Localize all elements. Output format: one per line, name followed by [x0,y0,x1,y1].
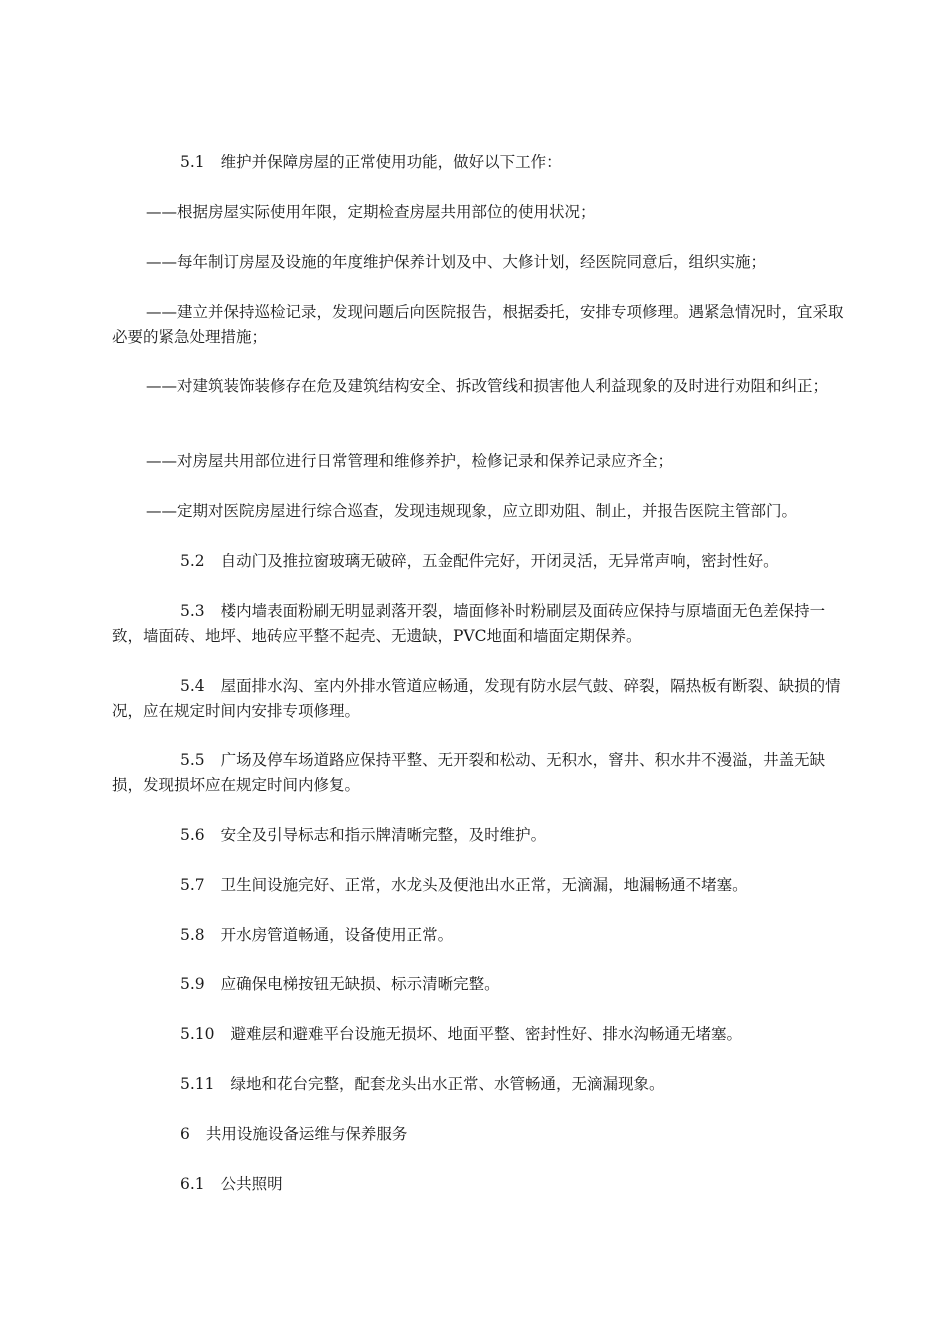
clause-5-5 [112,748,852,798]
clause-5-9 [112,972,852,997]
section-title: 共用设施设备运维与保养服务 [205,1125,408,1143]
clause-number: 5.9 [180,975,205,993]
list-item [112,250,852,275]
clause-text: 卫生间设施完好、正常，水龙头及便池出水正常，无滴漏，地漏畅通不堵塞。 [220,876,748,894]
clause-number: 5.10 [180,1025,215,1043]
clause-text: 自动门及推拉窗玻璃无破碎，五金配件完好，开闭灵活，无异常声响，密封性好。 [220,552,779,570]
clause-5-3 [112,599,852,649]
list-item [112,374,852,399]
list-item-text: ——定期对医院房屋进行综合巡查，发现违规现象，应立即劝阻、制止，并报告医院主管部门。 [146,502,798,520]
clause-number: 5.1 [180,153,205,171]
clause-number: 5.8 [180,926,205,944]
list-item-text: ——每年制订房屋及设施的年度维护保养计划及中、大修计划，经医院同意后，组织实施； [146,253,767,271]
clause-5-11 [112,1072,852,1097]
list-item-text: ——对建筑装饰装修存在危及建筑结构安全、拆改管线和损害他人利益现象的及时进行劝阻和纠正； [146,377,829,395]
clause-5-1 [112,150,852,175]
clause-6-1 [112,1172,852,1197]
clause-text: 屋面排水沟、室内外排水管道应畅通，发现有防水层气鼓、碎裂，隔热板有断裂、缺损的情况，应在规定时间内安排专项修理。 [112,677,841,720]
clause-5-10 [112,1022,852,1047]
clause-text: 公共照明 [220,1175,283,1193]
clause-text: 绿地和花台完整，配套龙头出水正常、水管畅通，无滴漏现象。 [230,1075,665,1093]
clause-text: 维护并保障房屋的正常使用功能，做好以下工作： [220,153,562,171]
clause-text: 避难层和避难平台设施无损坏、地面平整、密封性好、排水沟畅通无堵塞。 [230,1025,743,1043]
clause-5-7 [112,873,852,898]
clause-number: 5.4 [180,677,205,695]
clause-number: 5.3 [180,602,205,620]
clause-text: 楼内墙表面粉刷无明显剥落开裂，墙面修补时粉刷层及面砖应保持与原墙面无色差保持一致，墙面砖、地坪、地砖应平整不起壳、无遗缺，PVC地面和墙面定期保养。 [112,602,826,645]
clause-5-8 [112,923,852,948]
list-item [112,449,852,474]
clause-5-2 [112,549,852,574]
clause-number: 5.7 [180,876,205,894]
clause-number: 5.2 [180,552,205,570]
list-item-text: ——对房屋共用部位进行日常管理和维修养护，检修记录和保养记录应齐全； [146,452,674,470]
clause-text: 安全及引导标志和指示牌清晰完整，及时维护。 [220,826,547,844]
list-item [112,200,852,225]
clause-number: 5.6 [180,826,205,844]
list-item [112,499,852,524]
section-number: 6 [180,1125,190,1143]
clause-text: 广场及停车场道路应保持平整、无开裂和松动、无积水，窨井、积水井不漫溢，井盖无缺损，发现损坏应在规定时间内修复。 [112,751,826,794]
clause-text: 开水房管道畅通，设备使用正常。 [220,926,454,944]
list-item-text: ——根据房屋实际使用年限，定期检查房屋共用部位的使用状况； [146,203,596,221]
list-item-text: ——建立并保持巡检记录，发现问题后向医院报告，根据委托，安排专项修理。遇紧急情况时，宜采取必要的紧急处理措施； [112,303,844,346]
clause-number: 5.11 [180,1075,215,1093]
clause-5-4 [112,674,852,724]
list-item [112,300,852,350]
clause-number: 5.5 [180,751,205,769]
clause-number: 6.1 [180,1175,205,1193]
section-6-heading [112,1122,852,1147]
clause-text: 应确保电梯按钮无缺损、标示清晰完整。 [220,975,500,993]
clause-5-6 [112,823,852,848]
